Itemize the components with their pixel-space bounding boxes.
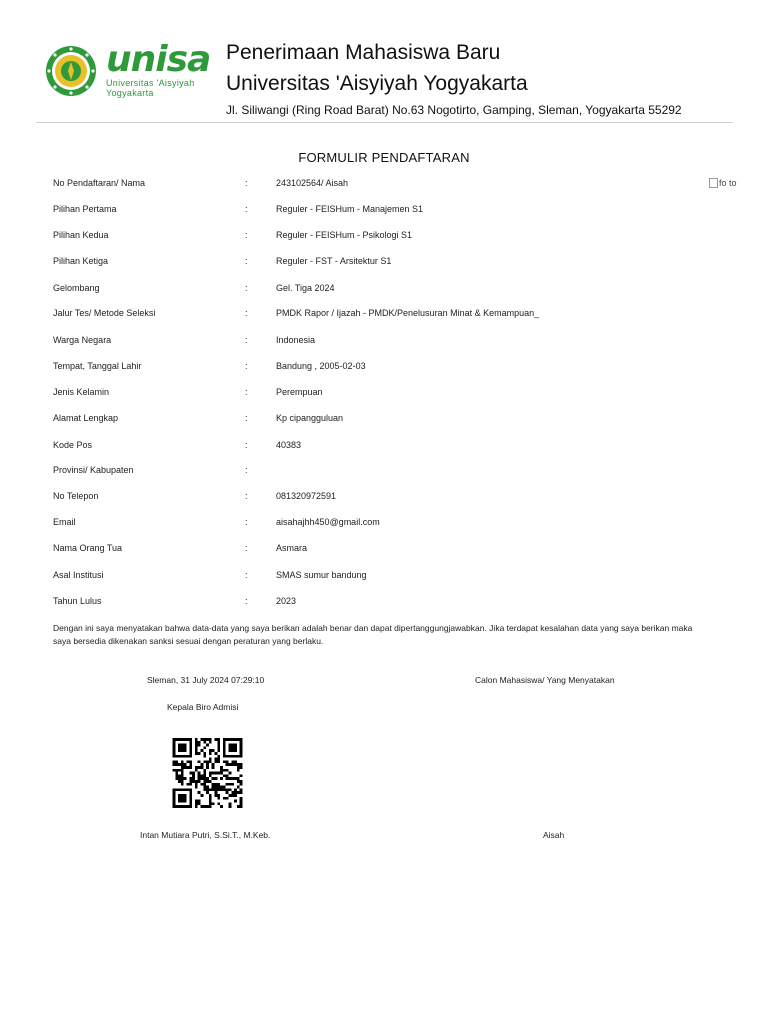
field-label: Pilihan Ketiga — [53, 256, 109, 266]
signature-official-role: Kepala Biro Admisi — [167, 702, 239, 712]
field-label: Provinsi/ Kabupaten — [53, 465, 134, 475]
field-separator: : — [245, 361, 248, 371]
form-row — [0, 543, 768, 557]
form-row — [0, 387, 768, 401]
form-row — [0, 596, 768, 610]
form-title: FORMULIR PENDAFTARAN — [298, 150, 470, 165]
field-label: No Pendaftaran/ Nama — [53, 178, 146, 188]
header-divider — [36, 122, 733, 123]
photo-alt-text: fo to — [719, 178, 737, 188]
field-value: Gel. Tiga 2024 — [276, 283, 335, 293]
field-separator: : — [245, 204, 248, 214]
field-value: 081320972591 — [276, 491, 337, 501]
field-value: 243102564/ Aisah — [276, 178, 349, 188]
form-row — [0, 283, 768, 297]
field-label: Jenis Kelamin — [53, 387, 110, 397]
form-row — [0, 256, 768, 270]
signature-candidate-name: Aisah — [543, 830, 565, 840]
form-row — [0, 465, 768, 479]
field-separator: : — [245, 283, 248, 293]
field-label: Asal Institusi — [53, 570, 104, 580]
field-value: Asmara — [276, 543, 308, 553]
university-seal-icon — [45, 45, 97, 97]
signature-candidate-label: Calon Mahasiswa/ Yang Menyatakan — [475, 675, 615, 685]
declaration-statement: Dengan ini saya menyatakan bahwa data-data yang saya berikan adalah benar dan dapat dipertanggungjawabkan. Jika terdapat kesalahan data yang saya berikan maka saya bersedia dikenakan sanksi sesuai dengan peraturan yang berlaku. — [53, 623, 693, 646]
field-label: No Telepon — [53, 491, 99, 501]
field-value: Indonesia — [276, 335, 316, 345]
field-label: Pilihan Pertama — [53, 204, 117, 214]
field-value: PMDK Rapor / Ijazah - PMDK/Penelusuran Minat & Kemampuan_ — [276, 308, 540, 318]
field-separator: : — [245, 230, 248, 240]
field-separator: : — [245, 335, 248, 345]
field-separator: : — [245, 308, 248, 318]
field-label: Gelombang — [53, 283, 100, 293]
field-separator: : — [245, 178, 248, 188]
field-separator: : — [245, 543, 248, 553]
form-row — [0, 335, 768, 349]
field-label: Alamat Lengkap — [53, 413, 119, 423]
field-value: Reguler - FEISHum - Psikologi S1 — [276, 230, 413, 240]
field-value: Reguler - FEISHum - Manajemen S1 — [276, 204, 424, 214]
field-separator: : — [245, 465, 248, 475]
form-row — [0, 413, 768, 427]
form-row — [0, 361, 768, 375]
university-logo — [106, 39, 211, 98]
field-separator: : — [245, 491, 248, 501]
field-separator: : — [245, 413, 248, 423]
field-label: Pilihan Kedua — [53, 230, 109, 240]
signature-official-name: Intan Mutiara Putri, S.Si.T., M.Keb. — [140, 830, 271, 840]
field-value: Reguler - FST - Arsitektur S1 — [276, 256, 392, 266]
field-label: Tempat, Tanggal Lahir — [53, 361, 142, 371]
field-value: Perempuan — [276, 387, 323, 397]
form-row — [0, 517, 768, 531]
field-separator: : — [245, 517, 248, 527]
form-row — [0, 570, 768, 584]
logo-subtitle-2: Yogyakarta — [106, 88, 154, 98]
field-label: Tahun Lulus — [53, 596, 102, 606]
field-label: Warga Negara — [53, 335, 112, 345]
header-address: Jl. Siliwangi (Ring Road Barat) No.63 Nogotirto, Gamping, Sleman, Yogyakarta 55292 — [226, 103, 682, 117]
field-value: Kp cipangguluan — [276, 413, 344, 423]
field-value: SMAS sumur bandung — [276, 570, 367, 580]
field-label: Email — [53, 517, 76, 527]
header-title-line2: Universitas 'Aisyiyah Yogyakarta — [226, 72, 528, 95]
field-value: 40383 — [276, 440, 302, 450]
signature-place-date: Sleman, 31 July 2024 07:29:10 — [147, 675, 265, 685]
form-row — [0, 491, 768, 505]
qr-code — [170, 738, 245, 808]
field-value: Bandung , 2005-02-03 — [276, 361, 366, 371]
header-title-line1: Penerimaan Mahasiswa Baru — [226, 41, 501, 64]
form-row — [0, 178, 768, 192]
field-separator: : — [245, 256, 248, 266]
form-row — [0, 440, 768, 454]
field-value: aisahajhh450@gmail.com — [276, 517, 380, 527]
field-separator: : — [245, 570, 248, 580]
field-label: Kode Pos — [53, 440, 93, 450]
field-separator: : — [245, 387, 248, 397]
logo-subtitle-1: Universitas 'Aisyiyah — [106, 78, 195, 88]
document-header — [0, 0, 768, 122]
field-separator: : — [245, 596, 248, 606]
logo-wordmark: unisa — [106, 39, 211, 80]
form-row — [0, 230, 768, 244]
field-value: 2023 — [276, 596, 297, 606]
field-label: Nama Orang Tua — [53, 543, 123, 553]
field-separator: : — [245, 440, 248, 450]
field-label: Jalur Tes/ Metode Seleksi — [53, 308, 156, 318]
form-row — [0, 308, 768, 322]
form-row — [0, 204, 768, 218]
